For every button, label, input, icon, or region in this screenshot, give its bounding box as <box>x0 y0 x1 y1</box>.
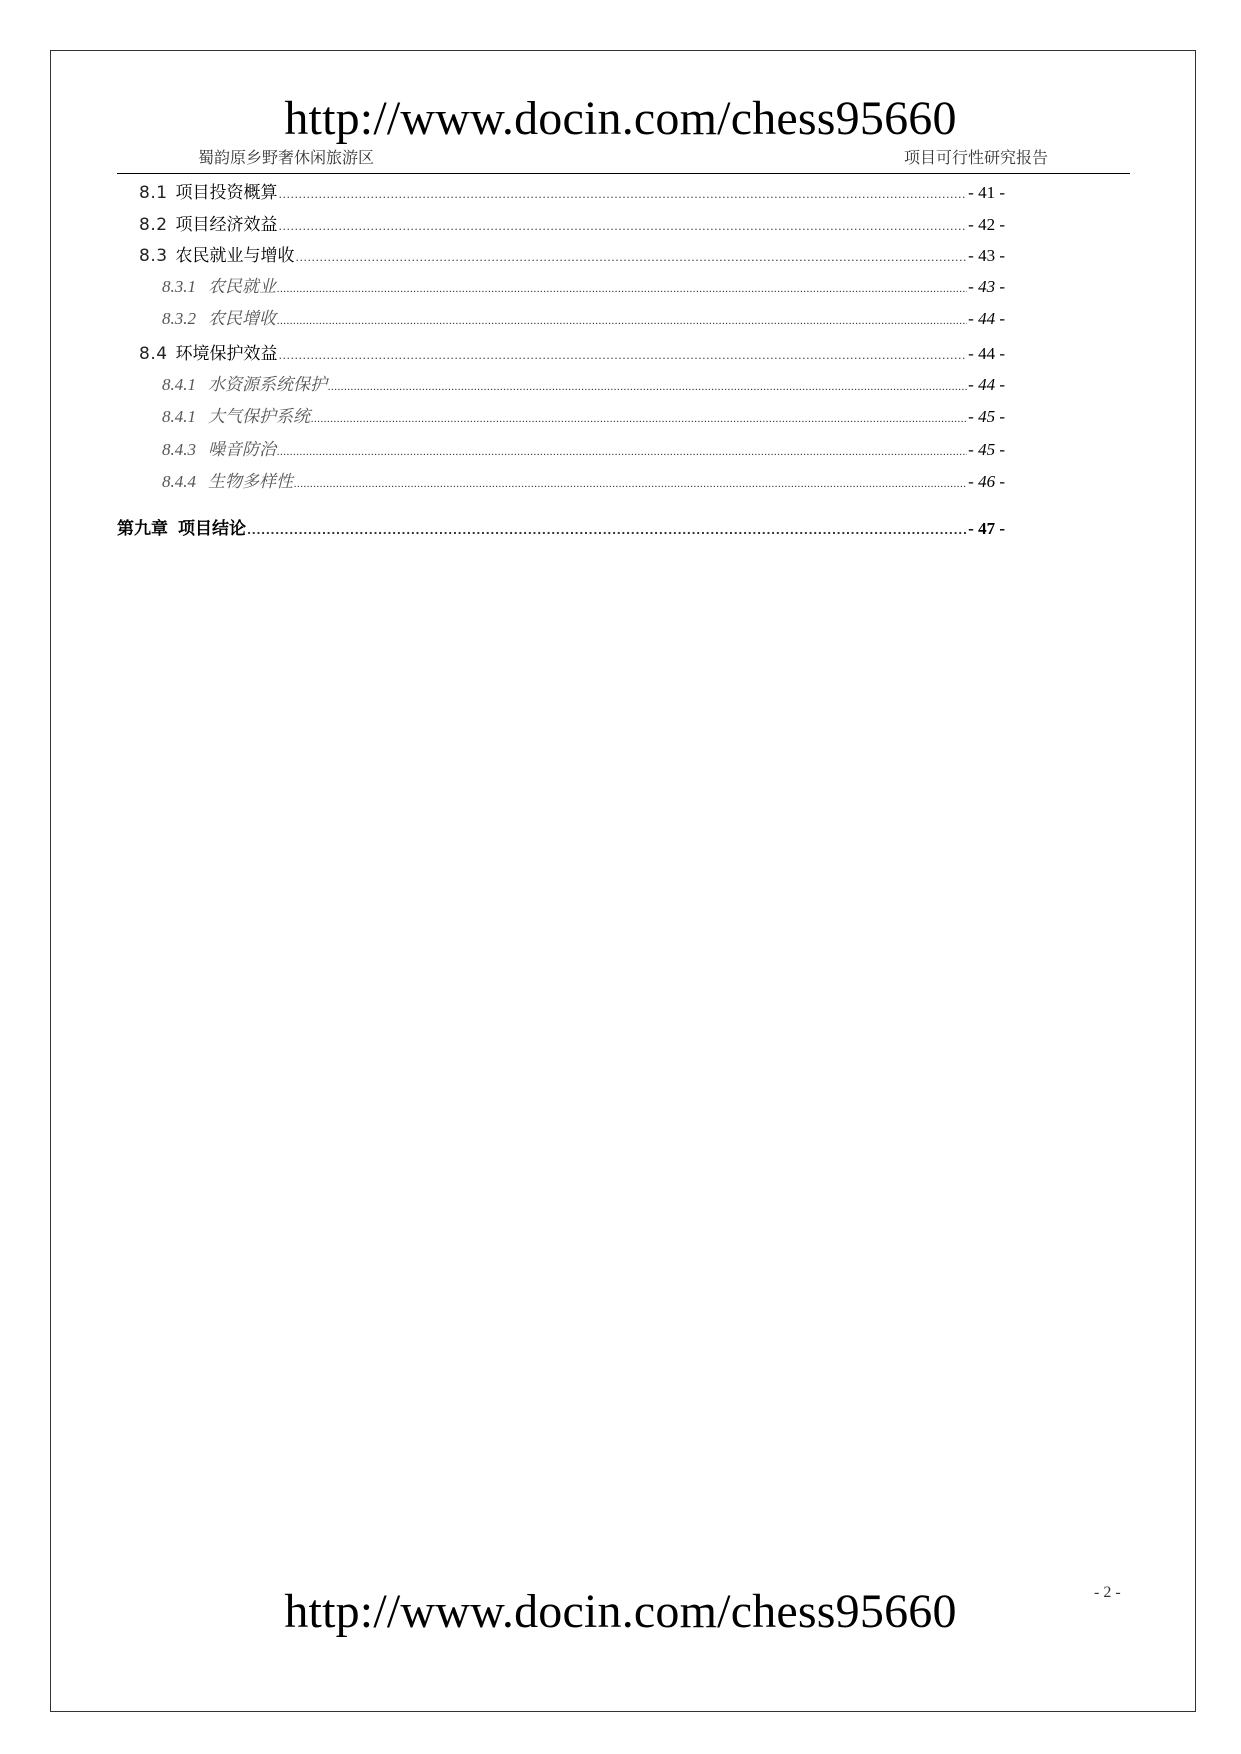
running-header-report-type: 项目可行性研究报告 <box>903 148 1048 167</box>
toc-entry-8-4-1-air[interactable] <box>162 404 1005 430</box>
toc-entry-title: 项目经济效益 <box>175 215 278 235</box>
toc-entry-title: 水资源系统保护 <box>208 375 327 394</box>
toc-entry-page: - 44 - <box>968 375 1005 394</box>
toc-entry-8-3-1[interactable] <box>162 274 1005 300</box>
toc-entry-title: 农民增收 <box>208 309 276 328</box>
toc-entry-8-3-2[interactable] <box>162 306 1005 332</box>
toc-entry-title: 农民就业 <box>208 277 276 296</box>
toc-entry-8-4-1-water[interactable] <box>162 372 1005 398</box>
toc-entry-number: 8.3.1 <box>162 277 196 296</box>
toc-entry-page: - 43 - <box>968 277 1005 296</box>
toc-entry-page: - 44 - <box>968 344 1005 363</box>
toc-entry-title: 农民就业与增收 <box>175 246 295 266</box>
toc-entry-number: 8.3.2 <box>162 309 196 328</box>
toc-entry-number: 8.3 <box>139 246 168 266</box>
toc-entry-title: 项目投资概算 <box>175 183 278 203</box>
toc-entry-title: 项目结论 <box>178 519 246 539</box>
toc-entry-8-2[interactable] <box>139 212 1005 238</box>
toc-leader-dots <box>277 278 967 300</box>
toc-leader-dots <box>279 216 968 238</box>
toc-leader-dots <box>279 184 968 206</box>
toc-entry-page: - 46 - <box>968 472 1005 491</box>
toc-entry-8-3[interactable] <box>139 243 1005 269</box>
toc-leader-dots <box>328 376 967 398</box>
toc-entry-8-4-3[interactable] <box>162 437 1005 463</box>
watermark-url-top[interactable]: http://www.docin.com/chess95660 <box>284 92 957 145</box>
toc-entry-title: 大气保护系统 <box>208 407 310 426</box>
page-number: - 2 - <box>1094 1584 1121 1601</box>
toc-entry-8-4[interactable] <box>139 341 1005 367</box>
toc-entry-number: 第九章 <box>117 519 168 539</box>
toc-entry-title: 生物多样性 <box>208 472 293 491</box>
toc-entry-8-1[interactable] <box>139 180 1005 206</box>
toc-entry-number: 8.4.3 <box>162 440 196 459</box>
toc-leader-dots <box>296 247 968 269</box>
toc-leader-dots <box>279 345 968 367</box>
toc-entry-title: 噪音防治 <box>208 440 276 459</box>
toc-entry-page: - 42 - <box>968 215 1005 234</box>
toc-entry-number: 8.4.4 <box>162 472 196 491</box>
toc-entry-8-4-4[interactable] <box>162 469 1005 495</box>
toc-entry-number: 8.4 <box>139 344 168 364</box>
toc-leader-dots <box>277 310 967 332</box>
toc-entry-number: 8.4.1 <box>162 375 196 394</box>
toc-entry-page: - 45 - <box>968 440 1005 459</box>
running-header-project-name: 蜀韵原乡野奢休闲旅游区 <box>198 148 375 167</box>
toc-entry-number: 8.2 <box>139 215 168 235</box>
toc-entry-page: - 43 - <box>968 246 1005 265</box>
toc-entry-page: - 41 - <box>968 183 1005 202</box>
toc-leader-dots <box>247 520 967 542</box>
toc-leader-dots <box>277 441 967 463</box>
toc-entry-number: 8.1 <box>139 183 168 203</box>
toc-entry-title: 环境保护效益 <box>175 344 278 364</box>
toc-entry-page: - 47 - <box>968 519 1005 538</box>
toc-entry-page: - 45 - <box>968 407 1005 426</box>
toc-leader-dots <box>311 408 967 430</box>
header-divider <box>117 173 1130 174</box>
toc-entry-page: - 44 - <box>968 309 1005 328</box>
toc-entry-number: 8.4.1 <box>162 407 196 426</box>
toc-entry-chapter-9[interactable] <box>117 516 1005 542</box>
watermark-url-bottom[interactable]: http://www.docin.com/chess95660 <box>284 1585 957 1638</box>
toc-leader-dots <box>294 473 967 495</box>
